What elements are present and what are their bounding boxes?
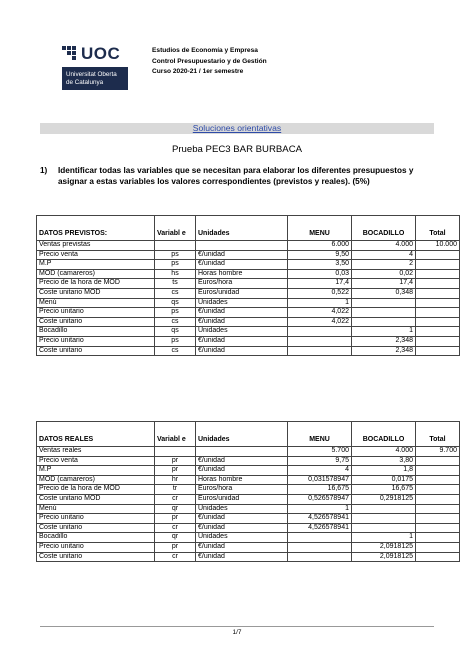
header-cell: Variabl e bbox=[155, 216, 196, 241]
table-row bbox=[37, 494, 460, 504]
table-cell: 1 bbox=[352, 327, 416, 337]
table-cell: Bocadillo bbox=[37, 533, 155, 543]
table-cell: Menú bbox=[37, 298, 155, 308]
table-cell: 9,75 bbox=[288, 456, 352, 466]
table-cell bbox=[352, 308, 416, 318]
table-cell: €/unidad bbox=[196, 514, 288, 524]
header-cell: Total bbox=[416, 216, 460, 241]
table-cell: €/unidad bbox=[196, 336, 288, 346]
table-row bbox=[37, 241, 460, 251]
table-cell bbox=[416, 279, 460, 289]
table-cell: 3,50 bbox=[288, 260, 352, 270]
table-cell bbox=[288, 327, 352, 337]
table-cell: ps bbox=[155, 260, 196, 270]
table-datos-previstos bbox=[36, 215, 460, 356]
table-cell: ps bbox=[155, 250, 196, 260]
logo-line-1: Universitat Oberta bbox=[66, 71, 117, 78]
table-cell: €/unidad bbox=[196, 317, 288, 327]
header-line-3: Curso 2020-21 / 1er semestre bbox=[152, 68, 244, 75]
table-cell bbox=[416, 317, 460, 327]
table-cell: 2,0918125 bbox=[352, 542, 416, 552]
table-cell bbox=[288, 346, 352, 356]
header-cell: Total bbox=[416, 422, 460, 447]
table-cell: 16,675 bbox=[288, 485, 352, 495]
header-line-1: Estudios de Economía y Empresa bbox=[152, 47, 258, 54]
table-cell bbox=[416, 346, 460, 356]
table-cell bbox=[155, 447, 196, 457]
table-cell: 4,526578941 bbox=[288, 523, 352, 533]
table-cell: 2,348 bbox=[352, 346, 416, 356]
table-row bbox=[37, 533, 460, 543]
table-cell: Euros/unidad bbox=[196, 288, 288, 298]
question-text: Identificar todas las variables que se necesitan para elaborar los diferentes presupuestos y asignar a estas variables los valores correspondientes (previstos y reales). (5%) bbox=[58, 166, 414, 186]
table-cell: 0,031578947 bbox=[288, 475, 352, 485]
table-cell: 9,50 bbox=[288, 250, 352, 260]
table-cell: 10.000 bbox=[416, 241, 460, 251]
table-cell: 0,522 bbox=[288, 288, 352, 298]
question-number: 1) bbox=[40, 166, 48, 175]
table-row bbox=[37, 250, 460, 260]
doc-title: Prueba PEC3 BAR BURBACA bbox=[171, 144, 303, 155]
table-cell bbox=[416, 327, 460, 337]
table-row bbox=[37, 269, 460, 279]
table-cell bbox=[416, 533, 460, 543]
table-cell bbox=[416, 552, 460, 562]
table-cell: cr bbox=[155, 552, 196, 562]
table-cell: cs bbox=[155, 346, 196, 356]
table-cell: 4.000 bbox=[352, 241, 416, 251]
table-cell bbox=[416, 504, 460, 514]
table-cell: 4,022 bbox=[288, 308, 352, 318]
table-cell: 6.000 bbox=[288, 241, 352, 251]
table-cell: cs bbox=[155, 317, 196, 327]
table-cell: Euros/hora bbox=[196, 279, 288, 289]
logo-line-2: de Catalunya bbox=[66, 79, 104, 86]
table-cell bbox=[288, 336, 352, 346]
header-cell: MENU bbox=[288, 422, 352, 447]
table-cell: Precio de la hora de MOD bbox=[37, 279, 155, 289]
table-cell bbox=[352, 504, 416, 514]
table-cell: tr bbox=[155, 485, 196, 495]
table-cell: Coste unitario bbox=[37, 523, 155, 533]
header-info bbox=[152, 46, 267, 78]
page-number: 1/7 bbox=[232, 629, 242, 636]
table-cell: Coste unitario MOD bbox=[37, 494, 155, 504]
table-cell bbox=[416, 523, 460, 533]
table-cell: €/unidad bbox=[196, 250, 288, 260]
table-cell: Coste unitario bbox=[37, 346, 155, 356]
table-cell: qr bbox=[155, 504, 196, 514]
table-header-row bbox=[37, 216, 460, 241]
table-datos-reales bbox=[36, 421, 460, 562]
table-row bbox=[37, 346, 460, 356]
table-cell: 1 bbox=[352, 533, 416, 543]
table-cell: 0,348 bbox=[352, 288, 416, 298]
table-row bbox=[37, 485, 460, 495]
table-cell: 1 bbox=[288, 298, 352, 308]
table-cell: 17,4 bbox=[288, 279, 352, 289]
header-line-2: Control Presupuestario y de Gestión bbox=[152, 57, 267, 65]
table-row bbox=[37, 308, 460, 318]
header-cell: Variabl e bbox=[155, 422, 196, 447]
table-cell: cr bbox=[155, 494, 196, 504]
table-cell: Precio unitario bbox=[37, 514, 155, 524]
table-cell: Precio unitario bbox=[37, 336, 155, 346]
table-cell bbox=[196, 447, 288, 457]
table-cell: €/unidad bbox=[196, 542, 288, 552]
header-cell: BOCADILLO bbox=[352, 216, 416, 241]
table-cell: 4.000 bbox=[352, 447, 416, 457]
table-row bbox=[37, 336, 460, 346]
table-header-row bbox=[37, 422, 460, 447]
table-cell: Precio venta bbox=[37, 250, 155, 260]
table-cell bbox=[416, 298, 460, 308]
table-cell: 2 bbox=[352, 260, 416, 270]
table-row bbox=[37, 475, 460, 485]
table-cell bbox=[288, 542, 352, 552]
table-cell: 2,348 bbox=[352, 336, 416, 346]
table-cell: 4 bbox=[352, 250, 416, 260]
table-cell: 0,02 bbox=[352, 269, 416, 279]
table-cell: 1,8 bbox=[352, 466, 416, 476]
table-cell: Bocadillo bbox=[37, 327, 155, 337]
table-cell bbox=[196, 241, 288, 251]
header-cell: BOCADILLO bbox=[352, 422, 416, 447]
table-cell bbox=[416, 308, 460, 318]
table-cell: Coste unitario bbox=[37, 317, 155, 327]
table-cell bbox=[416, 466, 460, 476]
table-cell: ts bbox=[155, 279, 196, 289]
table-row bbox=[37, 279, 460, 289]
table-cell: 4,526578941 bbox=[288, 514, 352, 524]
table-cell: pr bbox=[155, 466, 196, 476]
table-cell: Unidades bbox=[196, 298, 288, 308]
table-cell bbox=[416, 260, 460, 270]
table-cell: €/unidad bbox=[196, 260, 288, 270]
table-cell bbox=[416, 514, 460, 524]
table-cell: 16,675 bbox=[352, 485, 416, 495]
logo-box bbox=[62, 67, 128, 90]
header-cell: DATOS PREVISTOS: bbox=[37, 216, 155, 241]
table-cell: pr bbox=[155, 456, 196, 466]
table-cell bbox=[288, 533, 352, 543]
table-cell: 3,80 bbox=[352, 456, 416, 466]
table-row bbox=[37, 456, 460, 466]
table-cell: ps bbox=[155, 336, 196, 346]
table-cell: 4 bbox=[288, 466, 352, 476]
table-row bbox=[37, 504, 460, 514]
table-cell: ps bbox=[155, 308, 196, 318]
table-cell: Euros/hora bbox=[196, 485, 288, 495]
uoc-squares-icon bbox=[62, 46, 78, 62]
table-cell: €/unidad bbox=[196, 456, 288, 466]
table-cell: pr bbox=[155, 542, 196, 552]
table-cell: Precio unitario bbox=[37, 542, 155, 552]
header-cell: DATOS REALES bbox=[37, 422, 155, 447]
header-cell: Unidades bbox=[196, 422, 288, 447]
table-cell: 2,0918125 bbox=[352, 552, 416, 562]
table-cell: 0,03 bbox=[288, 269, 352, 279]
table-cell: €/unidad bbox=[196, 552, 288, 562]
table-row bbox=[37, 288, 460, 298]
table-row bbox=[37, 542, 460, 552]
logo-brand: UOC bbox=[81, 44, 121, 63]
table-cell bbox=[352, 523, 416, 533]
table-cell: Coste unitario bbox=[37, 552, 155, 562]
table-cell bbox=[416, 456, 460, 466]
table-cell bbox=[416, 494, 460, 504]
table-row bbox=[37, 523, 460, 533]
header-cell: Unidades bbox=[196, 216, 288, 241]
table-cell bbox=[416, 475, 460, 485]
table-cell: Euros/unidad bbox=[196, 494, 288, 504]
table-cell: hs bbox=[155, 269, 196, 279]
table-cell: Horas hombre bbox=[196, 269, 288, 279]
table-cell bbox=[416, 542, 460, 552]
table-cell: €/unidad bbox=[196, 466, 288, 476]
table-cell: cs bbox=[155, 288, 196, 298]
table-row bbox=[37, 298, 460, 308]
table-cell bbox=[416, 288, 460, 298]
table-cell: 1 bbox=[288, 504, 352, 514]
table-row bbox=[37, 447, 460, 457]
table-row bbox=[37, 514, 460, 524]
table-cell: 17,4 bbox=[352, 279, 416, 289]
table-row bbox=[37, 552, 460, 562]
table-cell: 4,022 bbox=[288, 317, 352, 327]
table-cell: qr bbox=[155, 533, 196, 543]
table-row bbox=[37, 466, 460, 476]
table-cell: Precio de la hora de MOD bbox=[37, 485, 155, 495]
table-cell: hr bbox=[155, 475, 196, 485]
table-cell bbox=[416, 250, 460, 260]
table-cell: Coste unitario MOD bbox=[37, 288, 155, 298]
table-cell: 0,526578947 bbox=[288, 494, 352, 504]
table-cell bbox=[416, 336, 460, 346]
table-cell: MOD (camareros) bbox=[37, 475, 155, 485]
table-cell: cr bbox=[155, 523, 196, 533]
band-title: Soluciones orientativas bbox=[192, 123, 282, 133]
table-cell: 0,0175 bbox=[352, 475, 416, 485]
section-band bbox=[40, 123, 434, 134]
table-cell: Precio unitario bbox=[37, 308, 155, 318]
table-cell: 5.700 bbox=[288, 447, 352, 457]
table-cell: MOD (camareros) bbox=[37, 269, 155, 279]
table-cell: Precio venta bbox=[37, 456, 155, 466]
table-cell bbox=[155, 241, 196, 251]
table-cell bbox=[416, 485, 460, 495]
table-cell: M.P bbox=[37, 466, 155, 476]
table-cell: Horas hombre bbox=[196, 475, 288, 485]
table-cell: Ventas reales bbox=[37, 447, 155, 457]
table-cell: Unidades bbox=[196, 533, 288, 543]
question-1 bbox=[40, 165, 440, 187]
table-cell: qs bbox=[155, 298, 196, 308]
table-cell: qs bbox=[155, 327, 196, 337]
uoc-logo bbox=[62, 45, 128, 95]
table-row bbox=[37, 327, 460, 337]
table-cell bbox=[352, 514, 416, 524]
table-row bbox=[37, 317, 460, 327]
table-cell: Unidades bbox=[196, 327, 288, 337]
table-cell: €/unidad bbox=[196, 523, 288, 533]
table-cell: Ventas previstas bbox=[37, 241, 155, 251]
table-cell: €/unidad bbox=[196, 346, 288, 356]
header-cell: MENU bbox=[288, 216, 352, 241]
table-cell: Unidades bbox=[196, 504, 288, 514]
table-cell bbox=[288, 552, 352, 562]
footer-divider bbox=[40, 626, 434, 627]
table-cell bbox=[416, 269, 460, 279]
table-cell: Menú bbox=[37, 504, 155, 514]
table-cell bbox=[352, 298, 416, 308]
table-cell: 9.700 bbox=[416, 447, 460, 457]
table-cell: 0,2918125 bbox=[352, 494, 416, 504]
table-cell: pr bbox=[155, 514, 196, 524]
table-cell bbox=[352, 317, 416, 327]
table-row bbox=[37, 260, 460, 270]
table-cell: M.P bbox=[37, 260, 155, 270]
table-cell: €/unidad bbox=[196, 308, 288, 318]
